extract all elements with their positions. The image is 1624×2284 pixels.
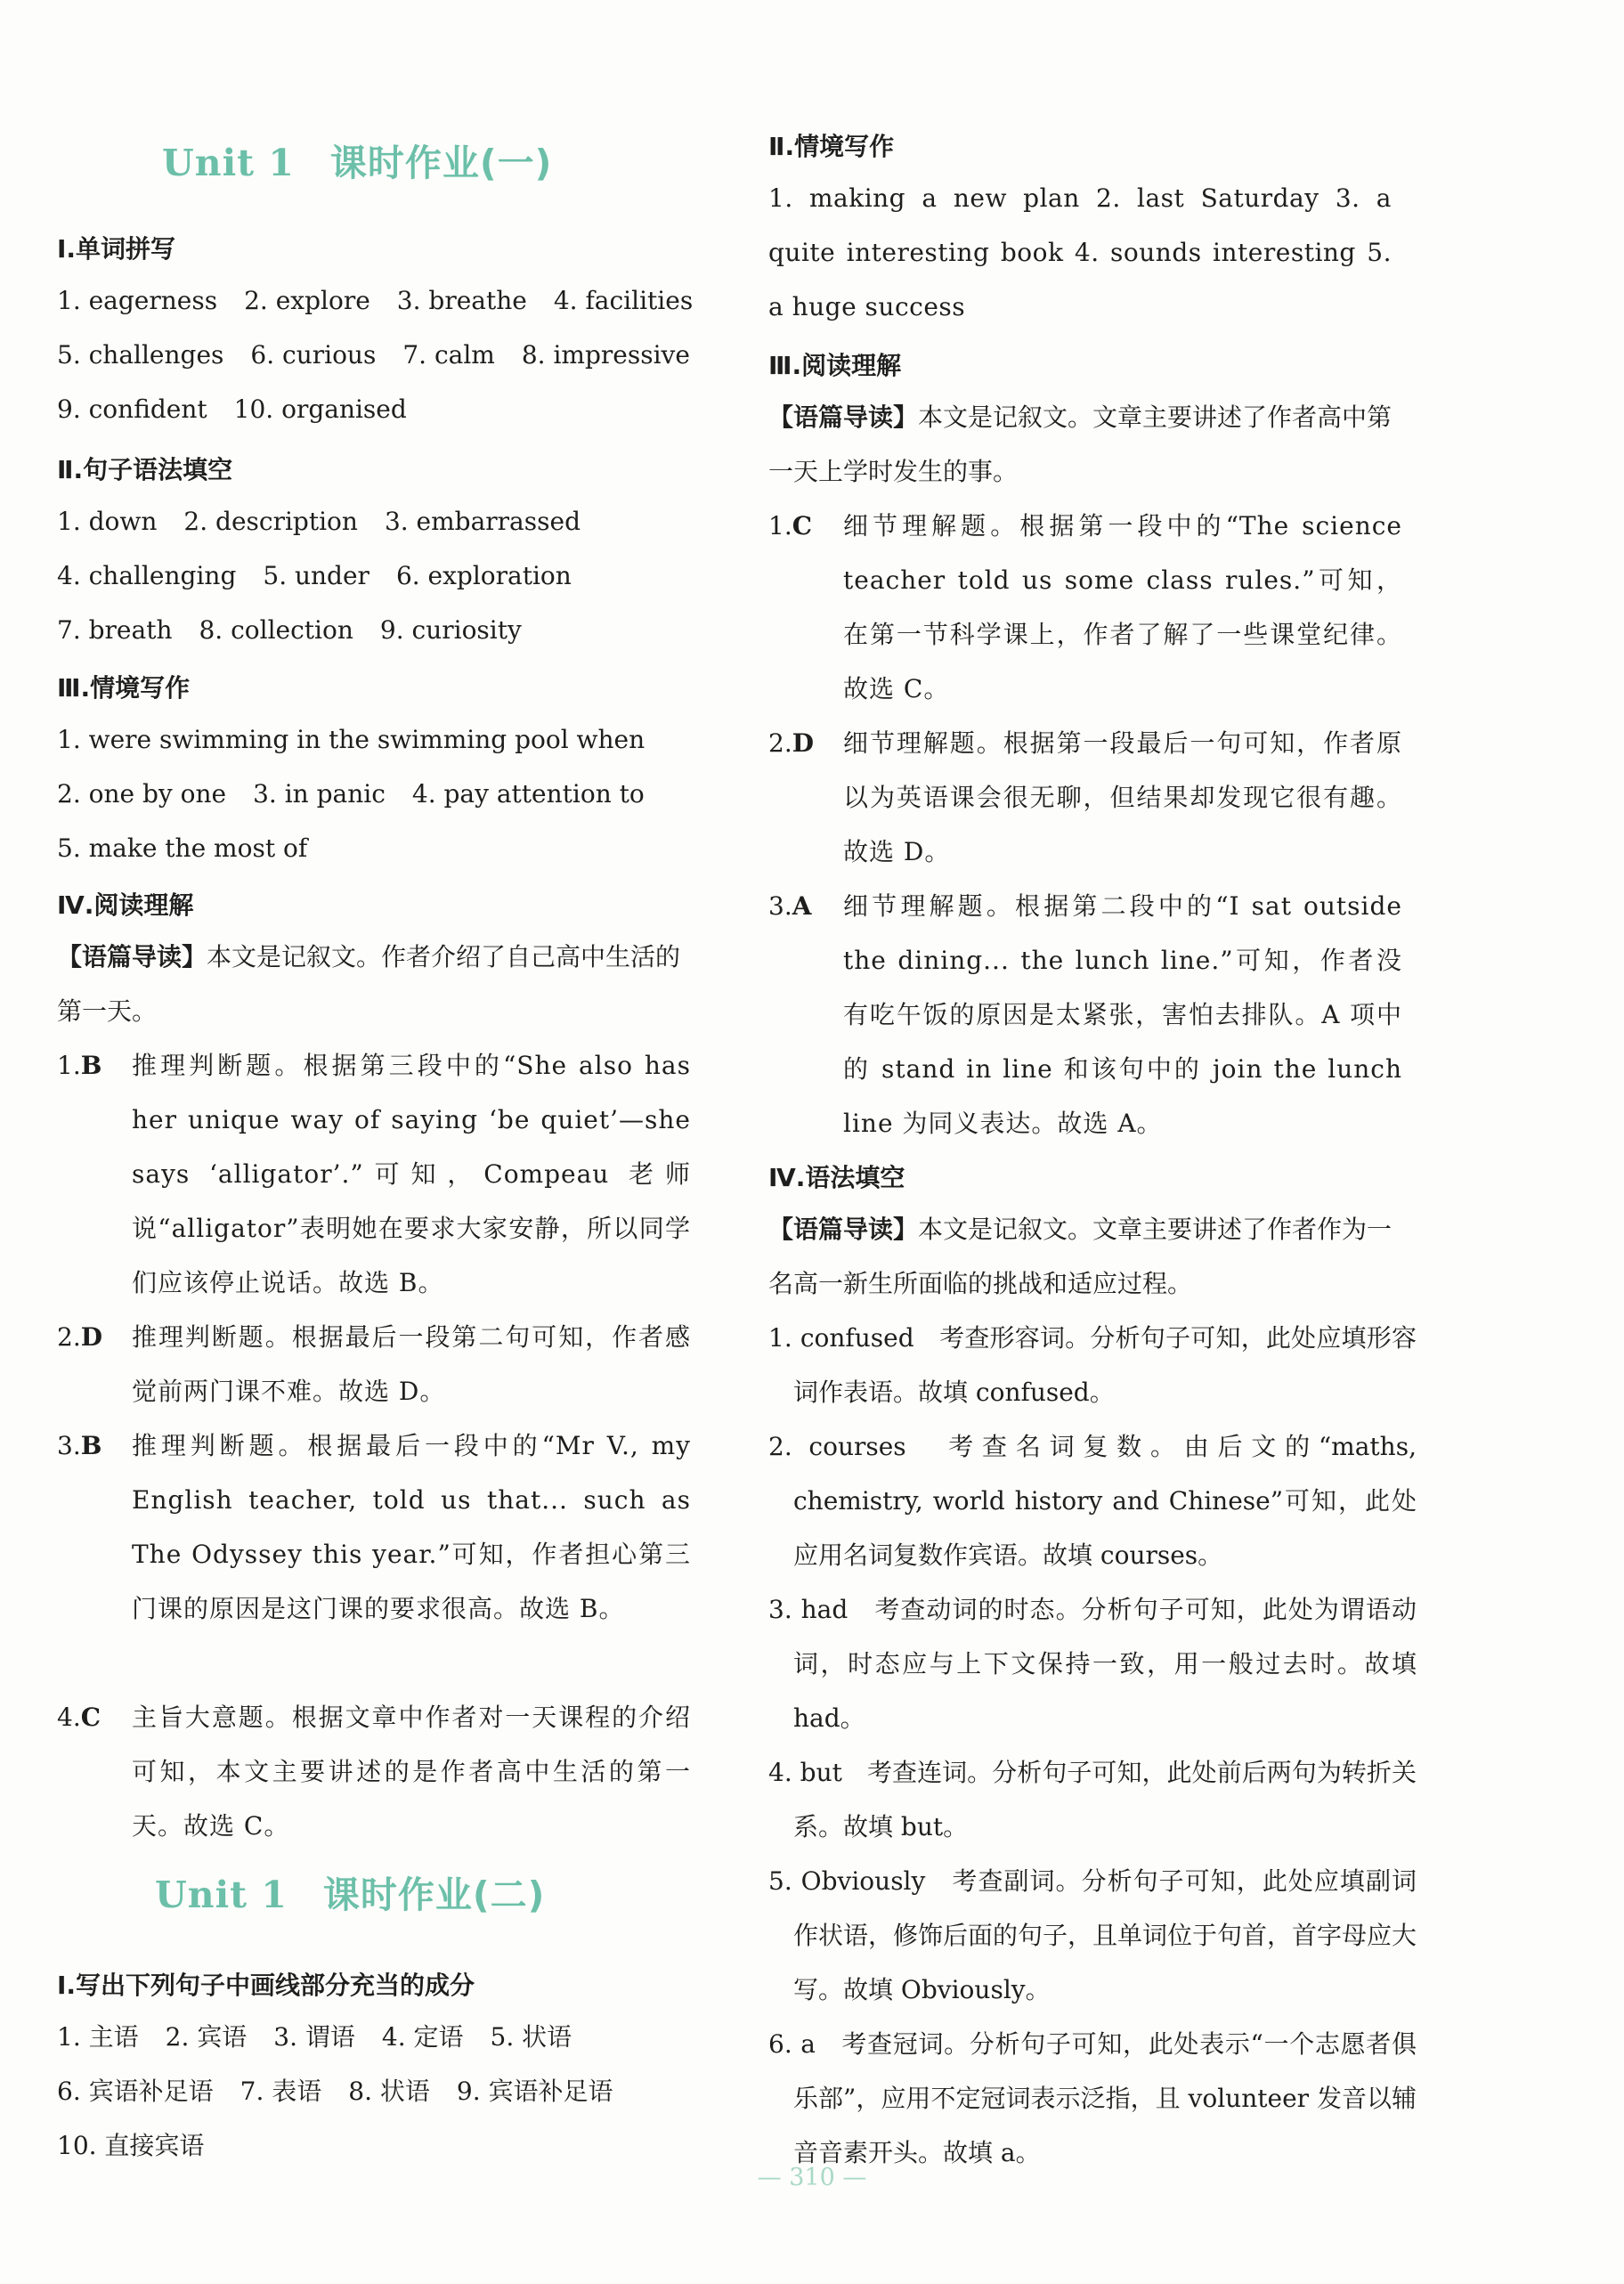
answer-explanation: 推理判断题。根据第三段中的“She also has her unique way of saying ‘be quiet’—she says ‘alligator’.”可知，Compeau 老师说“alligator”表明她在要求大家安静，所以同学们应该停止说话。故选 B。 (132, 1051, 691, 1297)
unit-label: Unit 1 (162, 142, 295, 184)
answer-item (768, 1582, 1417, 1745)
section-heading-grammar-fill: Ⅳ.语法填空 (768, 1163, 905, 1192)
answer-line (57, 494, 581, 549)
answer-number: 3.B (57, 1431, 102, 1460)
answer-number: 1.B (57, 1051, 102, 1080)
guide-text: 本文是记叙文。作者介绍了自己高中生活的第一天。 (57, 942, 681, 1026)
answer-item: 7. calm (402, 340, 495, 370)
answer-item (768, 1419, 1417, 1582)
answer-number: 4.C (57, 1703, 102, 1732)
unit1-homework1-title (162, 134, 552, 186)
answer-item: 6. exploration (395, 561, 572, 590)
answer-line (57, 549, 572, 603)
answer-word: 6. a (768, 2029, 816, 2059)
answer-item: 2. 宾语 (165, 2022, 248, 2052)
answer-item (768, 1854, 1417, 2017)
answer-item: 10. 直接宾语 (57, 2131, 205, 2160)
answer-item (768, 879, 1402, 1150)
answer-explanation: 考查副词。分析句子可知，此处应填副词作状语，修饰后面的句子，且单词位于句首，首字母应大写。故填 Obviously。 (793, 1866, 1417, 2004)
answer-item: 8. impressive (521, 340, 690, 370)
section-heading-reading: Ⅲ.阅读理解 (768, 351, 902, 380)
answer-item: 8. collection (199, 615, 353, 645)
answer-item: 9. confident (57, 394, 207, 424)
answer-word: 4. but (768, 1758, 842, 1787)
answer-line (57, 2064, 613, 2118)
answer-item: 8. 状语 (348, 2077, 430, 2106)
answer-word: 3. had (768, 1595, 849, 1624)
answer-item: 1. down (57, 507, 158, 536)
answer-item: 1. eagerness (57, 286, 218, 315)
guide-text: 本文是记叙文。文章主要讲述了作者作为一名高一新生所面临的挑战和适应过程。 (768, 1215, 1393, 1298)
answer-explanation: 考查名词复数。由后文的“maths, chemistry, world history and Chinese”可知，此处应用名词复数作宾语。故填 courses。 (793, 1432, 1417, 1570)
answer-item (768, 2017, 1417, 2180)
homework-label: 课时作业(一) (329, 142, 553, 184)
answer-explanation: 考查形容词。分析句子可知，此处应填形容词作表语。故填 confused。 (793, 1323, 1417, 1407)
answer-line (57, 382, 407, 436)
answer-item: 3. embarrassed (384, 507, 581, 536)
answer-item: 5. under (263, 561, 369, 590)
homework-label: 课时作业(二) (322, 1874, 546, 1916)
answer-item: 9. curiosity (379, 615, 522, 645)
answer-item: 2. one by one (57, 779, 227, 809)
answer-item: 4. facilities (553, 286, 694, 315)
guide-label: 【语篇导读】 (57, 942, 207, 971)
answer-item: 4. pay attention to (411, 779, 645, 809)
answer-number: 2.D (768, 728, 814, 758)
section-heading-spelling: Ⅰ.单词拼写 (57, 234, 176, 264)
section-heading-grammar: Ⅱ.句子语法填空 (57, 455, 233, 484)
answer-number: 3.A (768, 891, 812, 921)
answer-item: 5. make the most of (57, 833, 308, 863)
answer-item: 4. 定语 (381, 2022, 464, 2052)
answer-line (57, 767, 645, 821)
answer-item: 3. breathe (396, 286, 527, 315)
passage-guide (768, 390, 1402, 499)
answer-explanation: 推理判断题。根据最后一段中的“Mr V., my English teacher, told us that... such as The Odyssey this year.”可知，作者担心第三门课的原因是这门课的要求很高。故选 B。 (132, 1431, 691, 1623)
answer-explanation: 推理判断题。根据最后一段第二句可知，作者感觉前两门课不难。故选 D。 (132, 1322, 691, 1406)
section-heading-sentence-parts: Ⅰ.写出下列句子中画线部分充当的成分 (57, 1971, 475, 2000)
answer-item (57, 1418, 691, 1636)
answer-item: 1. were swimming in the swimming pool when (57, 725, 646, 754)
answer-item: 5. 状语 (490, 2022, 572, 2052)
answer-explanation: 考查动词的时态。分析句子可知，此处为谓语动词，时态应与上下文保持一致，用一般过去时。故填 had。 (793, 1595, 1417, 1733)
answer-item: 5. challenges (57, 340, 224, 370)
answer-item (768, 499, 1402, 716)
answer-explanation: 细节理解题。根据第一段最后一句可知，作者原以为英语课会很无聊，但结果却发现它很有趣。故选 D。 (843, 728, 1402, 866)
answer-number: 1.C (768, 511, 813, 541)
writing-answers: 1. making a new plan 2. last Saturday 3. a quite interesting book 4. sounds interesting 5. a huge success (768, 183, 1392, 321)
answer-line (57, 821, 307, 875)
answer-item: 7. 表语 (240, 2077, 322, 2106)
answer-item: 9. 宾语补足语 (456, 2077, 613, 2106)
answer-explanation: 细节理解题。根据第一段中的“The science teacher told us some class rules.”可知，在第一节科学课上，作者了解了一些课堂纪律。故选 C。 (843, 511, 1402, 703)
unit-label: Unit 1 (155, 1874, 288, 1916)
passage-guide (57, 930, 691, 1038)
answer-item: 6. curious (250, 340, 377, 370)
answer-word: 5. Obviously (768, 1866, 926, 1896)
answer-line (57, 2010, 572, 2064)
answer-item (768, 1745, 1417, 1854)
guide-label: 【语篇导读】 (768, 402, 919, 432)
page-number: — 310 — (757, 2164, 867, 2191)
answer-item (57, 1038, 691, 1310)
passage-guide (768, 1202, 1402, 1311)
answer-item (57, 1690, 691, 1853)
answer-item: 2. explore (244, 286, 370, 315)
answer-explanation: 主旨大意题。根据文章中作者对一天课程的介绍可知，本文主要讲述的是作者高中生活的第一天。故选 C。 (132, 1703, 691, 1841)
answer-item (768, 1311, 1417, 1419)
answer-explanation: 考查连词。分析句子可知，此处前后两句为转折关系。故填 but。 (793, 1758, 1417, 1841)
answer-explanation: 考查冠词。分析句子可知，此处表示“一个志愿者俱乐部”，应用不定冠词表示泛指，且 volunteer 发音以辅音音素开头。故填 a。 (793, 2029, 1417, 2167)
answer-explanation: 细节理解题。根据第二段中的“I sat outside the dining... the lunch line.”可知，作者没有吃午饭的原因是太紧张，害怕去排队。A 项中的 stand in line 和该句中的 join the lunch line 为同义表达。故选 A。 (843, 891, 1402, 1138)
answer-item: 3. in panic (253, 779, 386, 809)
section-heading-writing: Ⅲ.情境写作 (57, 673, 191, 703)
answer-word: 2. courses (768, 1432, 906, 1461)
answer-item: 3. 谓语 (273, 2022, 355, 2052)
answer-number: 2.D (57, 1322, 102, 1352)
answer-item: 7. breath (57, 615, 173, 645)
answer-item (57, 1310, 691, 1418)
unit1-homework2-title (155, 1865, 545, 1918)
answer-line (57, 603, 522, 657)
answer-item: 4. challenging (57, 561, 237, 590)
section-heading-writing: Ⅱ.情境写作 (768, 132, 895, 161)
answer-item: 1. 主语 (57, 2022, 139, 2052)
guide-label: 【语篇导读】 (768, 1215, 919, 1244)
section-heading-reading: Ⅳ.阅读理解 (57, 890, 194, 920)
answer-line (57, 273, 693, 328)
answer-item: 2. description (183, 507, 358, 536)
answer-line (57, 328, 690, 382)
answer-item (768, 716, 1402, 879)
answer-item: 10. organised (233, 394, 407, 424)
guide-text: 本文是记叙文。文章主要讲述了作者高中第一天上学时发生的事。 (768, 402, 1393, 486)
answer-item: 6. 宾语补足语 (57, 2077, 214, 2106)
answer-line (57, 712, 645, 767)
answer-word: 1. confused (768, 1323, 914, 1353)
